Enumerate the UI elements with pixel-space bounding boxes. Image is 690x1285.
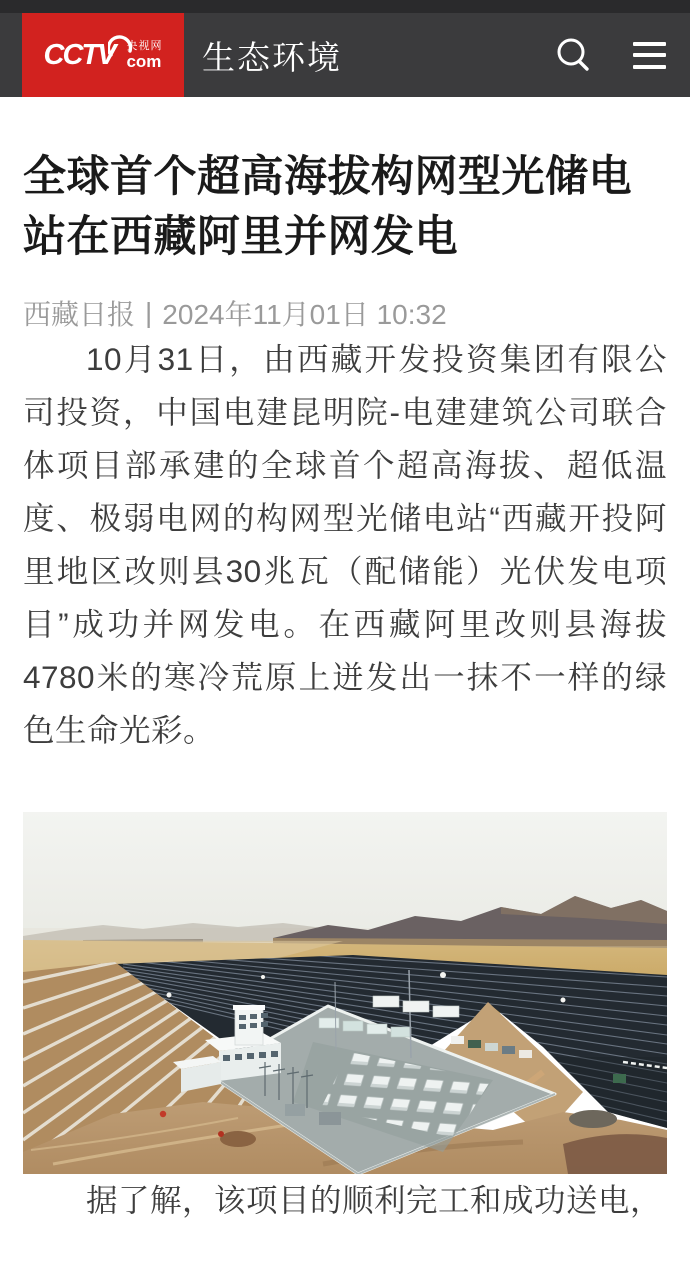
byline — [23, 293, 667, 333]
byline-separator: | — [145, 297, 153, 328]
article — [0, 147, 690, 1227]
cctv-logo-text: CCTV — [43, 38, 115, 71]
search-icon[interactable] — [553, 35, 593, 75]
section-title: 生态环境 — [202, 38, 342, 76]
article-title: 全球首个超高海拔构网型光储电站在西藏阿里并网发电 — [23, 153, 632, 261]
app-header — [0, 0, 690, 97]
solar-station-aerial-illustration — [23, 812, 667, 1174]
cctv-logo[interactable] — [22, 13, 184, 97]
article-source: 西藏日报 — [23, 299, 136, 330]
cctv-logo-cn: 央视网 — [126, 39, 163, 52]
article-paragraph-1: 10月31日，由西藏开发投资集团有限公司投资，中国电建昆明院-电建建筑公司联合体项目部承建的全球首个超高海拔、超低温度、极弱电网的构网型光储电站“西藏开投阿里地区改则县30兆瓦（配储能）光伏发电项目”成功并网发电。在西藏阿里改则县海拔4780米的寒冷荒原上迸发出一抹不一样的绿色生命光彩。 — [23, 341, 667, 748]
article-paragraph-2: 据了解，该项目的顺利完工和成功送电， — [86, 1182, 663, 1218]
menu-icon[interactable] — [633, 42, 666, 69]
header-bar — [0, 13, 690, 97]
publish-datetime: 2024年11月01日 10:32 — [162, 299, 447, 330]
article-photo — [23, 812, 667, 1174]
status-strip — [0, 0, 690, 13]
cctv-logo-com: com — [126, 51, 162, 71]
